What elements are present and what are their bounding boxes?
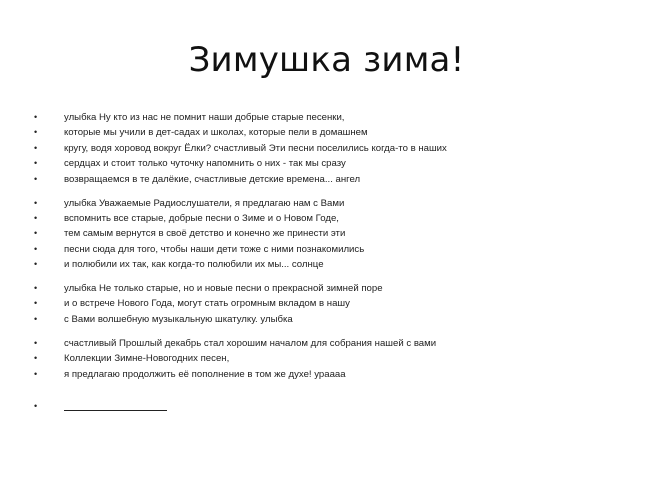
bullet-icon: • (34, 212, 38, 223)
list-item-text: я предлагаю продолжить её пополнение в том же духе! ураааа (64, 368, 346, 380)
bullet-icon: • (34, 197, 38, 208)
list-item-text: Коллекции Зимне-Новогодних песен, (64, 353, 230, 365)
list-item-text: песни сюда для того, чтобы наши дети тоже с ними познакомились (64, 243, 365, 255)
bullet-list (34, 110, 634, 414)
list-item-text: улыбка Ну кто из нас не помнит наши добрые старые песенки, (64, 112, 345, 123)
list-item (34, 242, 634, 257)
list-item (34, 172, 634, 187)
list-item-text: кругу, водя хоровод вокруг Ёлки? счастливый Эти песни поселились когда-то в наших (64, 142, 447, 154)
list-item-text: вспомнить все старые, добрые песни о Зиме и о Новом Годе, (64, 212, 339, 224)
list-item-text: улыбка Уважаемые Радиослушатели, я предлагаю нам с Вами (64, 197, 345, 209)
bullet-icon: • (34, 112, 38, 122)
bullet-icon: • (34, 228, 38, 239)
paragraph-spacer (34, 327, 634, 336)
list-item-text: счастливый Прошлый декабрь стал хорошим началом для собрания нашей с вами (64, 337, 437, 349)
paragraph-spacer (34, 382, 634, 399)
bullet-icon: • (34, 127, 38, 138)
bullet-icon: • (34, 298, 38, 309)
list-item (34, 336, 634, 351)
bullet-icon: • (34, 173, 38, 184)
paragraph-spacer (34, 273, 634, 282)
list-item (34, 312, 634, 327)
list-item-text: возвращаемся в те далёкие, счастливые детские времена... ангел (64, 173, 361, 185)
bullet-icon: • (34, 259, 38, 270)
bullet-icon: • (34, 353, 38, 364)
list-item (34, 351, 634, 366)
list-item (34, 141, 634, 156)
paragraph-spacer (34, 187, 634, 196)
list-item-text: с Вами волшебную музыкальную шкатулку. улыбка (64, 313, 293, 325)
list-item-text: тем самым вернутся в своё детство и конечно же принести эти (64, 228, 346, 240)
list-item (34, 110, 634, 125)
slide-title: Зимушка зима! (188, 40, 465, 80)
bullet-icon: • (34, 142, 38, 153)
bullet-icon: • (34, 337, 38, 348)
list-item (34, 226, 634, 241)
bullet-icon: • (34, 401, 38, 412)
list-item-blank (34, 399, 634, 414)
bullet-icon: • (34, 283, 38, 294)
list-item (34, 296, 634, 311)
list-item (34, 211, 634, 226)
list-item (34, 125, 634, 140)
list-item-text: сердцах и стоит только чуточку напомнить о них - так мы сразу (64, 158, 346, 170)
list-item (34, 281, 634, 296)
list-item-text: и о встрече Нового Года, могут стать огромным вкладом в нашу (64, 298, 350, 310)
list-item (34, 367, 634, 382)
bullet-icon: • (34, 243, 38, 254)
list-item (34, 257, 634, 272)
list-item-text: и полюбили их так, как когда-то полюбили их мы... солнце (64, 259, 324, 271)
list-item (34, 156, 634, 171)
list-item-text: улыбка Не только старые, но и новые песни о прекрасной зимней поре (64, 283, 383, 295)
list-item-text: которые мы учили в дет-садах и школах, которые пели в домашнем (64, 127, 368, 139)
bullet-icon: • (34, 368, 38, 379)
bullet-icon: • (34, 313, 38, 324)
bullet-icon: • (34, 158, 38, 169)
blank-underline (64, 410, 167, 411)
list-item (34, 196, 634, 211)
